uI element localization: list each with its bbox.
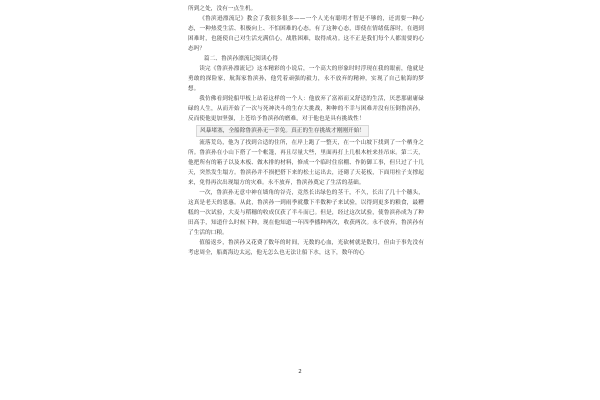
paragraph-ship-deck: 我仿佛看到轮船甲板上站着这样的一个人：他放弃了富裕而又舒适的生活，厌恶那庸庸碌碌的人生，从而开始了一次与死神决斗的生存大挑战，种种的不幸与困难并没有压倒鲁滨孙，反而使他更加坚强，上苍给予鲁滨孙的磨难，对于他也是具有挑战性！ <box>188 96 424 122</box>
paragraph-intro: 读完《鲁滨孙漂流记》这本精彩的小说后，一个高大的形象时时浮现在我的眼前，他就是勇敢的探险家，航海家鲁滨孙，他凭着顽强的毅力，永不放弃的精神，实现了自己航海的梦想。 <box>188 66 424 92</box>
page-body <box>188 4 424 258</box>
page-number: 2 <box>298 369 302 375</box>
section-heading: 篇二、鲁滨孙漂流记阅读心得 <box>204 56 279 62</box>
paragraph-grain: 一次，鲁滨孙无意中神在墙角的谷壳，竟然长出绿色的茎干，不久，长出了几十个穗头，这真是老天的恩惠。从此，鲁滨孙一到雨季就撒下半数种子来试验，以得到更多的粮食，最糟糕的一次试验，大麦与稻穗的收成仅获了半斗而已。但是，经过这次试验，使鲁滨孙成为了种田高手，知道什么时候下种，现在他知道一年四季播种两次，收获两次。永不放弃，鲁滨孙有了生活的口粮。 <box>188 190 424 236</box>
paragraph-conclusion: 《鲁滨逊漂流记》教会了我很多很多——一个人光有聪明才智是不够的，还需要一种心态，一种热爱生活、积极向上、不怕困难的心态。有了这种心态，即使在情绪低落时，在遇到困难时，也能使自己对生活充满信心，战胜困难，取得成功。这不正是我们每个人都需要的心态吗？ <box>188 16 424 52</box>
paragraph-shelter: 流落荒岛，他为了找到合适的住所，在岸上跑了一整天，在一个山坡下找到了一个栖身之所。鲁滨孙在小山下搭了一个帐篷，再且尽量大些，里面再打上几根木桩来挂吊床。第二天，他把所有的箱子以及木板、做木排的材料，修成一个临时住宿棚、作防御工事，但只过了十几天，突然发生塌方。鲁滨孙并不损把搭下来的松土运出去，还砌了天花板，下面用柱子支撑起来，免得再次出现塌方的灾难。永不放弃，鲁滨孙奠定了生活的基础。 <box>188 140 424 186</box>
paragraph-intro-end: 所到之处，没有一点生机。 <box>188 6 257 12</box>
paragraph-boat: 值船返乡，鲁滨孙又花费了数年的时间，无数的心血，光砍树就是数月，但由于事先没有考虑周全，船离海边太远，他无怎么也无法让船下水，这下，数年的心 <box>188 240 424 256</box>
paragraph-storm-highlight: 风暴堵塞，全船除鲁滨孙无一幸免。真正的生存挑战才刚刚开始！ <box>196 125 369 137</box>
